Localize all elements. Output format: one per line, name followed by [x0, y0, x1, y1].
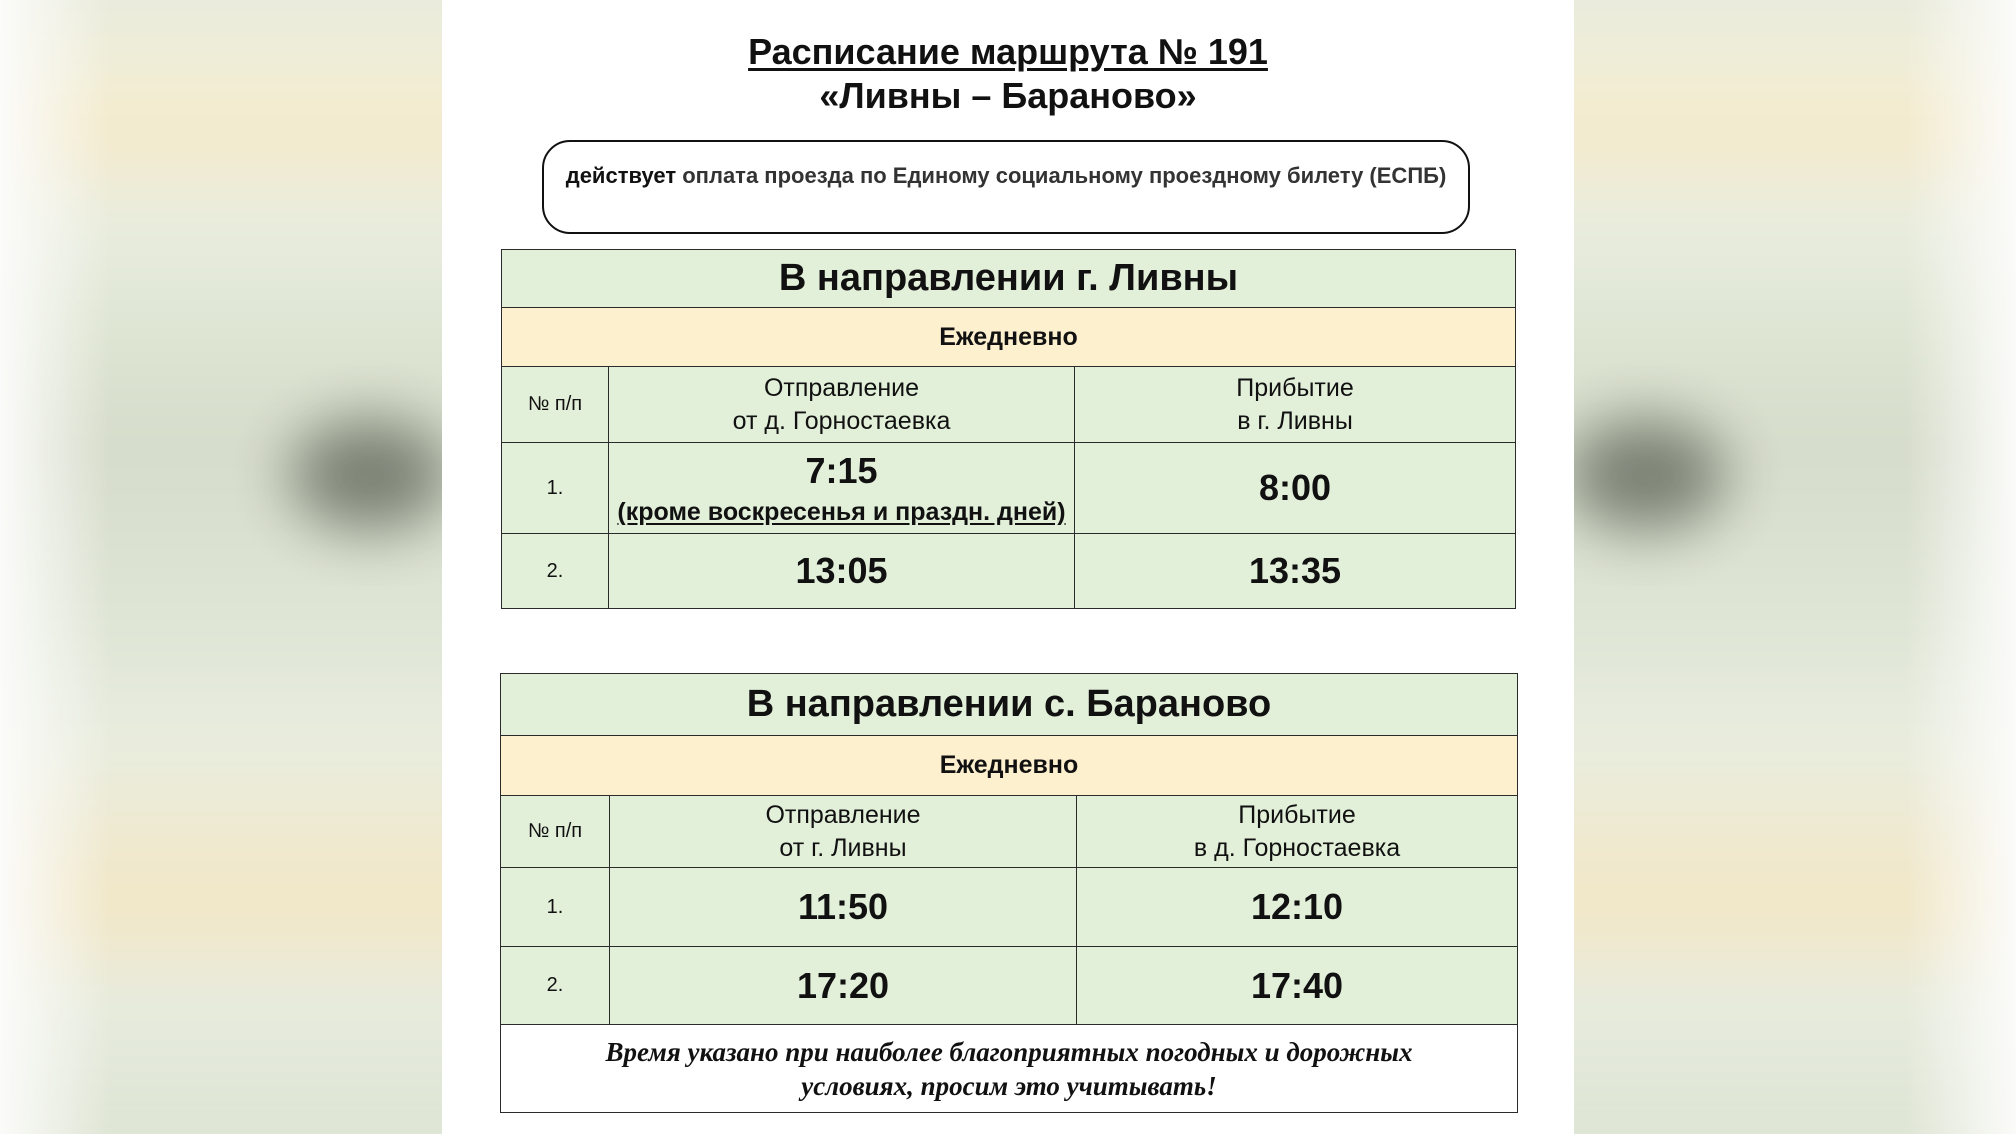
- depart-cell: [609, 443, 1075, 534]
- col-arrive-header: [1075, 367, 1516, 443]
- payment-notice: [542, 140, 1470, 234]
- col-num-header: № п/п: [501, 796, 610, 868]
- notice-lead: действует: [565, 163, 677, 188]
- col-arrive-line1: Прибытие: [1238, 800, 1356, 829]
- notice-text: оплата проезда по Единому социальному проездному билету (ЕСПБ): [676, 163, 1447, 188]
- table-heading-row: [502, 250, 1516, 308]
- col-depart-header: [610, 796, 1077, 868]
- footnote-row: [501, 1025, 1518, 1113]
- schedule-table-to-livny: [501, 249, 1516, 609]
- background-vignette-left: [0, 0, 110, 1134]
- arrive-time: 17:40: [1077, 947, 1518, 1025]
- col-arrive-line2: в г. Ливны: [1237, 406, 1353, 435]
- col-num-header: № п/п: [502, 367, 609, 443]
- col-arrive-line1: Прибытие: [1236, 373, 1354, 402]
- period-label: Ежедневно: [501, 736, 1518, 796]
- footnote-line2: условиях, просим это учитывать!: [801, 1070, 1217, 1101]
- depart-time: 13:05: [609, 534, 1075, 609]
- arrive-time: 13:35: [1075, 534, 1516, 609]
- table-row: [501, 947, 1518, 1025]
- depart-time: 17:20: [610, 947, 1077, 1025]
- row-num: 1.: [502, 443, 609, 534]
- table-row: [501, 868, 1518, 947]
- background-shadow-left: [290, 420, 450, 530]
- col-depart-line2: от г. Ливны: [779, 833, 907, 862]
- period-label: Ежедневно: [502, 308, 1516, 367]
- footnote-line1: Время указано при наиболее благоприятных погодных и дорожных: [605, 1036, 1413, 1067]
- table-heading-row: [501, 674, 1518, 736]
- background-shadow-right: [1566, 420, 1726, 530]
- col-depart-line1: Отправление: [763, 373, 920, 402]
- depart-time: 11:50: [610, 868, 1077, 947]
- table-row: [502, 534, 1516, 609]
- depart-exception-note: (кроме воскресенья и праздн. дней): [617, 497, 1066, 526]
- footnote: [501, 1025, 1518, 1113]
- schedule-document: [442, 0, 1574, 1134]
- row-num: 2.: [501, 947, 610, 1025]
- col-arrive-line2: в д. Горностаевка: [1193, 833, 1401, 862]
- background-vignette-right: [1906, 0, 2016, 1134]
- col-depart-line2: от д. Горностаевка: [732, 406, 951, 435]
- direction-heading: В направлении с. Бараново: [501, 674, 1518, 736]
- schedule-table-to-baranovo: [500, 673, 1518, 1113]
- route-name: «Ливны – Бараново»: [819, 75, 1197, 116]
- arrive-time: 8:00: [1075, 443, 1516, 534]
- route-title: Расписание маршрута № 191: [748, 31, 1268, 72]
- row-num: 2.: [502, 534, 609, 609]
- period-row: [501, 736, 1518, 796]
- table-row: [502, 443, 1516, 534]
- direction-heading: В направлении г. Ливны: [502, 250, 1516, 308]
- period-row: [502, 308, 1516, 367]
- column-header-row: [502, 367, 1516, 443]
- arrive-time: 12:10: [1077, 868, 1518, 947]
- column-header-row: [501, 796, 1518, 868]
- col-arrive-header: [1077, 796, 1518, 868]
- row-num: 1.: [501, 868, 610, 947]
- col-depart-header: [609, 367, 1075, 443]
- col-depart-line1: Отправление: [765, 800, 921, 829]
- depart-time: 7:15: [805, 449, 878, 491]
